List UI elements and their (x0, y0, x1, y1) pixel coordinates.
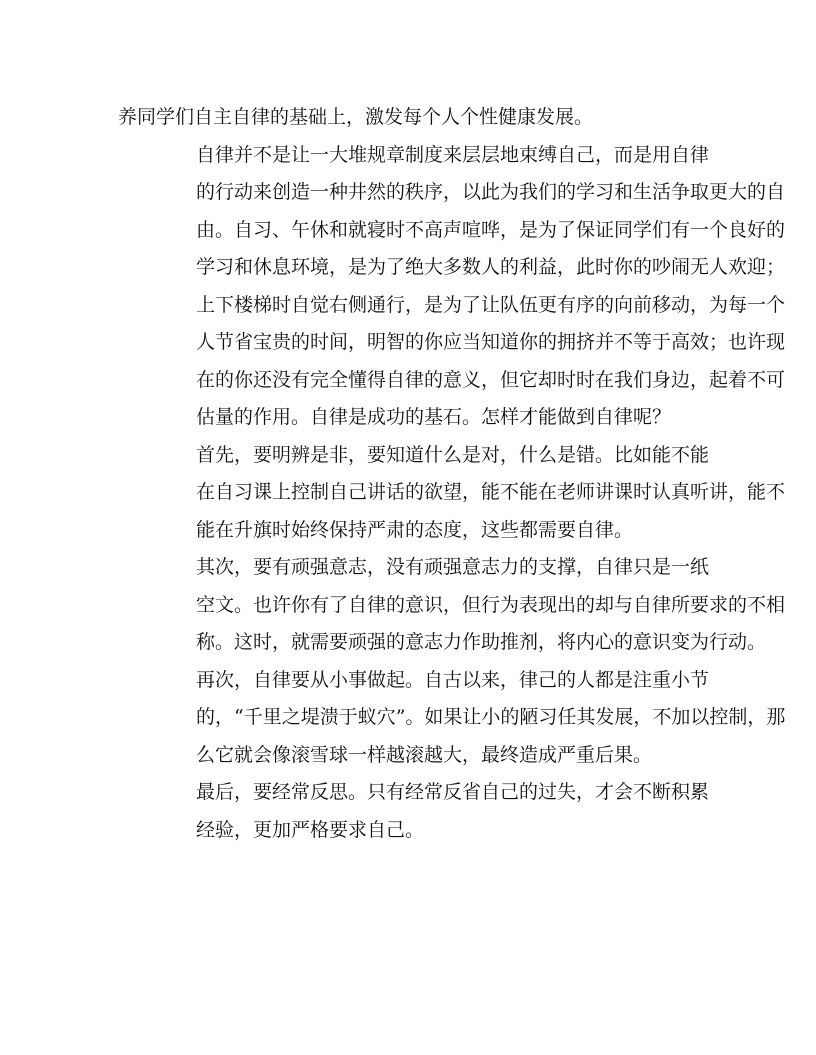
text-line: 最后，要经常反思。只有经常反省自己的过失，才会不断积累 (196, 781, 710, 803)
text-line: 空文。也许你有了自律的意识，但行为表现出的却与自律所要求的不相 (196, 593, 786, 616)
text-line: 的行动来创造一种井然的秩序，以此为我们的学习和生活争取更大的自 (196, 181, 786, 203)
text-line: 首先，要明辨是非，要知道什么是对，什么是错。比如能不能 (196, 443, 710, 466)
text-line: 学习和休息环境，是为了绝大多数人的利益，此时你的吵闹无人欢迎； (196, 256, 786, 278)
text-line: 称。这时，就需要顽强的意志力作助推剂，将内心的意识变为行动。 (196, 631, 767, 653)
paragraph-self-discipline-meaning (118, 137, 786, 437)
text-line: 经验，更加严格要求自己。 (196, 818, 425, 841)
text-line: 由。自习、午休和就寝时不高声喧哗，是为了保证同学们有一个良好的 (196, 218, 786, 241)
text-line: 养同学们自主自律的基础上，激发每个人个性健康发展。 (118, 106, 594, 128)
text-line: 在的你还没有完全懂得自律的意义，但它却时时在我们身边，起着不可 (196, 368, 786, 391)
text-line: 人节省宝贵的时间，明智的你应当知道你的拥挤并不等于高效；也许现 (196, 331, 786, 353)
text-line: 自律并不是让一大堆规章制度来层层地束缚自己，而是用自律 (196, 143, 710, 166)
text-line: 估量的作用。自律是成功的基石。怎样才能做到自律呢？ (196, 406, 672, 428)
document-page (118, 99, 786, 849)
text-line: 再次，自律要从小事做起。自古以来，律己的人都是注重小节 (196, 668, 710, 691)
text-line: 其次，要有顽强意志，没有顽强意志力的支撑，自律只是一纸 (196, 556, 710, 578)
text-line: 么它就会像滚雪球一样越滚越大，最终造成严重后果。 (196, 743, 653, 766)
paragraph-first-point (118, 437, 786, 550)
text-line: 的，“千里之堤溃于蚁穴”。如果让小的陋习任其发展，不加以控制，那 (196, 706, 786, 728)
paragraph-second-point (118, 549, 786, 662)
text-line: 在自习课上控制自己讲话的欲望，能不能在老师讲课时认真听讲，能不 (196, 481, 786, 503)
paragraph-third-point (118, 662, 786, 775)
text-line: 能在升旗时始终保持严肃的态度，这些都需要自律。 (196, 518, 634, 541)
paragraph-intro-continuation (118, 99, 704, 137)
text-line: 上下楼梯时自觉右侧通行，是为了让队伍更有序的向前移动，为每一个 (196, 293, 786, 316)
paragraph-last-point (118, 774, 710, 849)
